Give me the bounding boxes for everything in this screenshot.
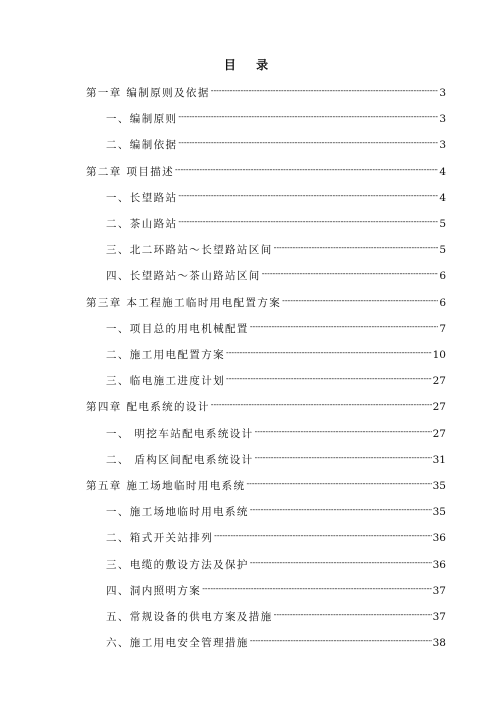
toc-page-number: 37 (432, 584, 446, 597)
toc-leader-dashes (211, 397, 432, 412)
toc-leader-dashes (226, 371, 432, 386)
toc-leader-dashes (250, 502, 432, 517)
toc-entry-label: 六、施工用电安全管理措施 (106, 637, 249, 650)
toc-section-entry[interactable] (106, 348, 446, 363)
toc-page-number: 36 (432, 558, 446, 571)
toc-section-entry[interactable] (106, 453, 446, 468)
toc-leader-dashes (250, 555, 432, 570)
toc-leader-dashes (250, 633, 432, 648)
toc-page-number: 6 (439, 296, 446, 309)
toc-entry-label: 一、长望路站 (106, 191, 178, 204)
toc-section-entry[interactable] (106, 138, 446, 153)
toc-leader-dashes (178, 214, 438, 229)
toc-section-entry[interactable] (106, 584, 446, 599)
toc-leader-dashes (274, 607, 432, 622)
toc-leader-dashes (214, 528, 432, 543)
toc-section-entry[interactable] (106, 269, 446, 284)
toc-page-number: 38 (432, 637, 446, 650)
toc-entry-label: 二、茶山路站 (106, 218, 178, 230)
toc-section-entry[interactable] (106, 191, 446, 206)
toc-page-number: 35 (432, 480, 446, 492)
toc-leader-dashes (178, 109, 438, 124)
toc-entry-label: 第二章 项目描述 (86, 165, 175, 178)
toc-section-entry[interactable] (106, 505, 446, 520)
toc-page-number: 3 (439, 87, 446, 99)
toc-leader-dashes (255, 424, 432, 439)
toc-page-number: 10 (432, 349, 446, 361)
toc-leader-dashes (178, 135, 438, 150)
toc-entry-label: 一、编制原则 (106, 113, 178, 126)
toc-entry-label: 第三章 本工程施工临时用电配置方案 (86, 296, 282, 309)
toc-section-entry[interactable] (106, 374, 446, 389)
toc-entry-label: 二、箱式开关站排列 (106, 532, 214, 545)
toc-section-entry[interactable] (106, 322, 446, 337)
toc-page-number: 4 (439, 165, 446, 178)
toc-leader-dashes (178, 188, 438, 203)
toc-leader-dashes (211, 83, 439, 98)
toc-entry-label: 第四章 配电系统的设计 (86, 401, 210, 414)
toc-leader-dashes (226, 345, 432, 360)
toc-leader-dashes (255, 450, 432, 465)
toc-chapter-entry[interactable] (86, 479, 446, 494)
toc-section-entry[interactable] (106, 610, 446, 625)
toc-page-number: 37 (432, 611, 446, 623)
toc-page-number: 36 (432, 532, 446, 545)
toc-page-number: 5 (439, 244, 446, 257)
toc-section-entry[interactable] (106, 217, 446, 232)
toc-chapter-entry[interactable] (86, 165, 446, 180)
toc-section-entry[interactable] (106, 636, 446, 651)
toc-leader-dashes (274, 240, 439, 255)
toc-leader-dashes (250, 319, 439, 334)
toc-page-number: 6 (439, 270, 446, 283)
toc-chapter-entry[interactable] (86, 296, 446, 311)
toc-section-entry[interactable] (106, 531, 446, 546)
toc-page-number: 3 (439, 139, 446, 152)
toc-section-entry[interactable] (106, 558, 446, 573)
toc-leader-dashes (262, 266, 439, 281)
toc-entry-label: 第一章 编制原则及依据 (86, 87, 210, 99)
toc-chapter-entry[interactable] (86, 400, 446, 415)
toc-leader-dashes (202, 581, 431, 596)
toc-page-number: 35 (432, 506, 446, 519)
toc-chapter-entry[interactable] (86, 86, 446, 101)
toc-page-number: 27 (432, 401, 446, 414)
toc-entry-label: 四、洞内照明方案 (106, 584, 202, 597)
toc-section-entry[interactable] (106, 427, 446, 442)
toc-page-number: 5 (439, 218, 446, 230)
toc-entry-label: 三、临电施工进度计划 (106, 375, 225, 388)
toc-page-number: 3 (439, 113, 446, 126)
toc-page-number: 27 (432, 375, 446, 388)
toc-page-number: 31 (432, 453, 446, 466)
toc-section-entry[interactable] (106, 112, 446, 127)
toc-leader-dashes (246, 476, 431, 491)
toc-entry-label: 一、施工场地临时用电系统 (106, 506, 249, 519)
toc-page-number: 7 (439, 322, 446, 335)
toc-entry-label: 三、北二环路站～长望路站区间 (106, 244, 273, 257)
toc-page-number: 27 (432, 427, 446, 440)
toc-page-number: 4 (439, 191, 446, 204)
toc-entry-label: 二、 盾构区间配电系统设计 (106, 453, 254, 466)
toc-entry-label: 第五章 施工场地临时用电系统 (86, 480, 246, 492)
page-title: 目 录 (223, 58, 277, 72)
toc-entry-label: 一、项目总的用电机械配置 (106, 322, 249, 335)
toc-entry-label: 三、电缆的敷设方法及保护 (106, 558, 249, 571)
toc-entry-label: 二、施工用电配置方案 (106, 349, 225, 361)
toc-entry-label: 一、 明挖车站配电系统设计 (106, 427, 254, 440)
toc-entry-label: 五、常规设备的供电方案及措施 (106, 611, 273, 623)
toc-leader-dashes (175, 162, 438, 177)
toc-section-entry[interactable] (106, 243, 446, 258)
toc-entry-label: 二、编制依据 (106, 139, 178, 152)
toc-leader-dashes (282, 293, 438, 308)
toc-entry-label: 四、长望路站～茶山路站区间 (106, 270, 261, 283)
